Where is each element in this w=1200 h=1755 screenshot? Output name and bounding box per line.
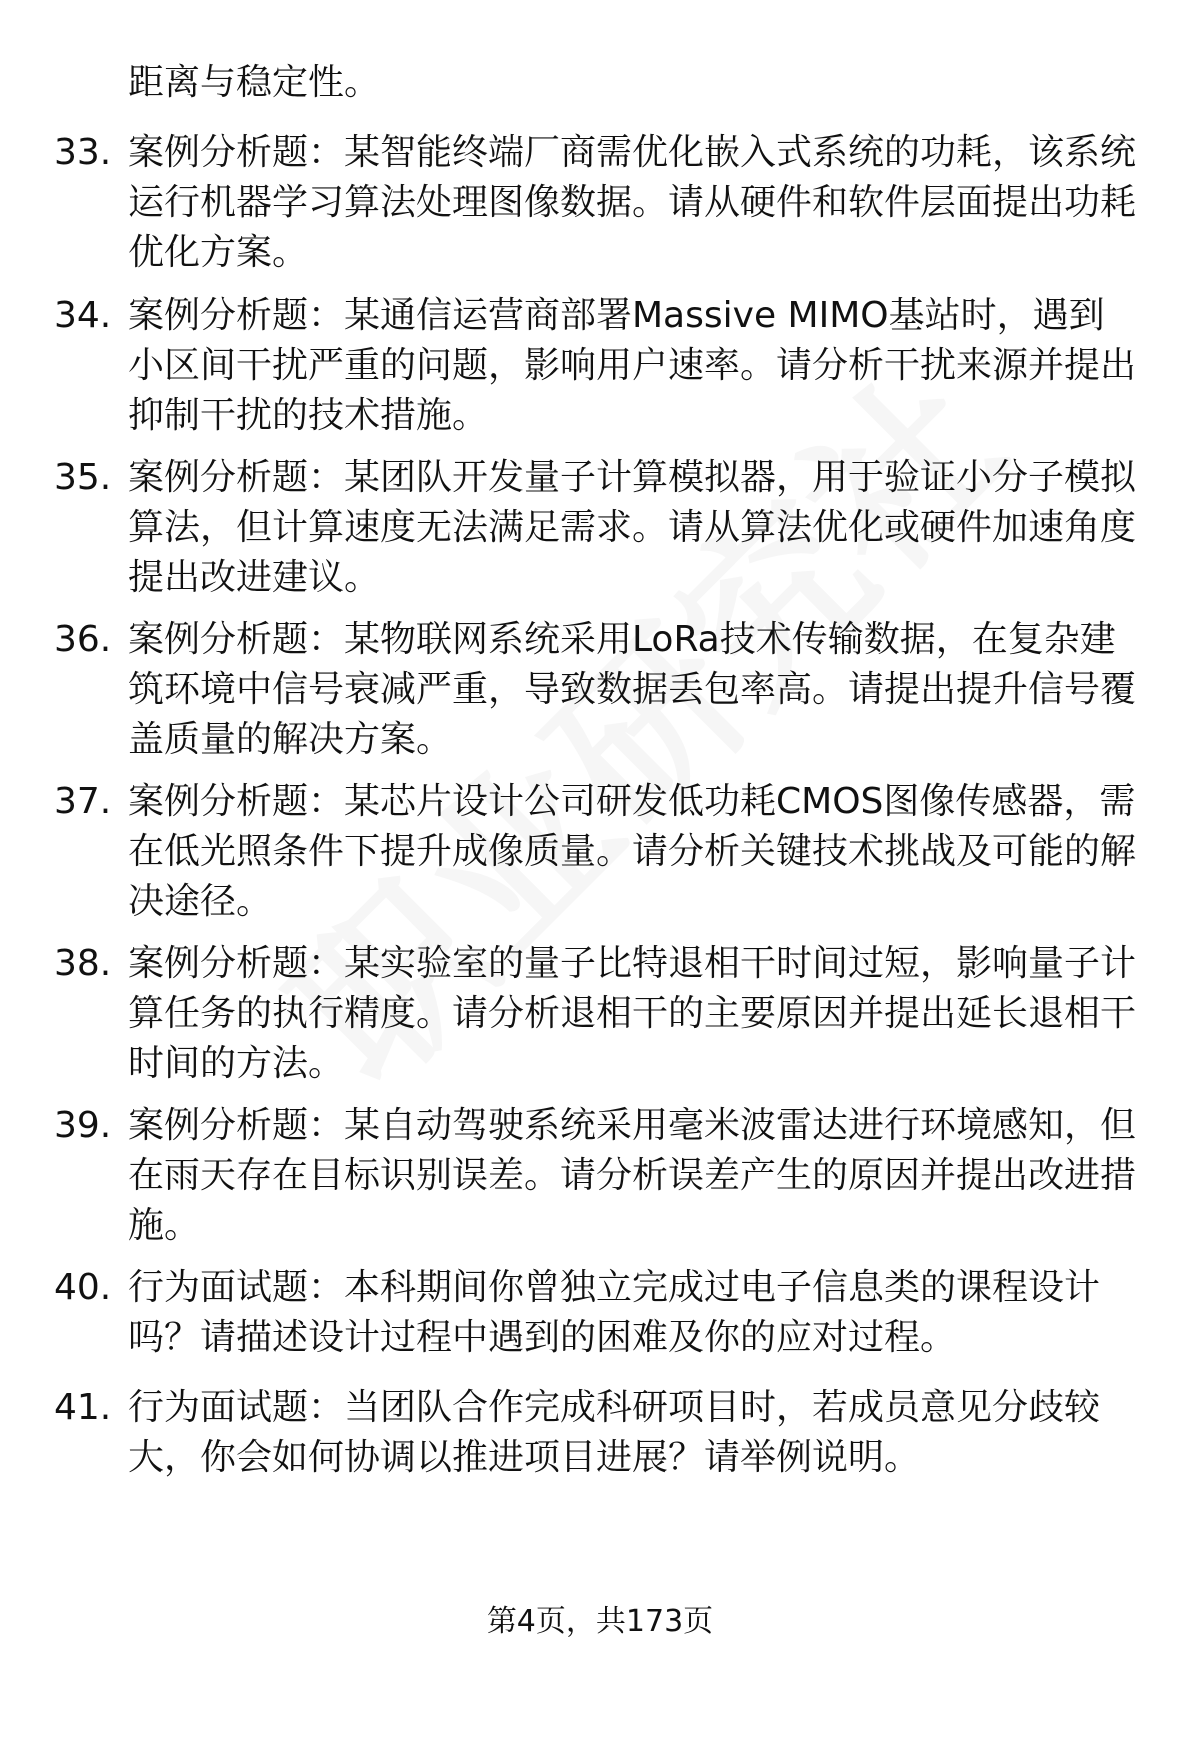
question-text: 案例分析题：某智能终端厂商需优化嵌入式系统的功耗，该系统运行机器学习算法处理图像数据。请从硬件和软件层面提出功耗优化方案。 [128,132,1137,273]
question-text: 案例分析题：某团队开发量子计算模拟器，用于验证小分子模拟算法，但计算速度无法满足需求。请从算法优化或硬件加速角度提出改进建议。 [128,457,1137,598]
question-text: 案例分析题：某通信运营商部署Massive MIMO基站时，遇到小区间干扰严重的问题，影响用户速率。请分析干扰来源并提出抑制干扰的技术措施。 [128,295,1137,436]
question-number: 41. [54,1387,112,1428]
page-footer: 第4页，共173页 [486,1604,714,1639]
question-number: 35. [54,457,112,498]
question-text: 案例分析题：某物联网系统采用LoRa技术传输数据，在复杂建筑环境中信号衰减严重，导致数据丢包率高。请提出提升信号覆盖质量的解决方案。 [128,619,1137,760]
question-number: 39. [54,1105,112,1146]
question-text: 案例分析题：某芯片设计公司研发低功耗CMOS图像传感器，需在低光照条件下提升成像质量。请分析关键技术挑战及可能的解决途径。 [128,781,1137,922]
question-number: 37. [54,781,112,822]
question-number: 38. [54,943,112,984]
question-number: 33. [54,132,112,173]
question-number: 36. [54,619,112,660]
question-text: 案例分析题：某自动驾驶系统采用毫米波雷达进行环境感知，但在雨天存在目标识别误差。请分析误差产生的原因并提出改进措施。 [128,1105,1137,1246]
question-text: 行为面试题：本科期间你曾独立完成过电子信息类的课程设计吗？请描述设计过程中遇到的困难及你的应对过程。 [128,1267,1101,1358]
question-text: 行为面试题：当团队合作完成科研项目时，若成员意见分歧较大，你会如何协调以推进项目进展？请举例说明。 [128,1387,1101,1478]
question-number: 34. [54,295,112,336]
continuation-text: 距离与稳定性。 [128,62,381,103]
question-text: 案例分析题：某实验室的量子比特退相干时间过短，影响量子计算任务的执行精度。请分析退相干的主要原因并提出延长退相干时间的方法。 [128,943,1137,1084]
question-number: 40. [54,1267,112,1308]
